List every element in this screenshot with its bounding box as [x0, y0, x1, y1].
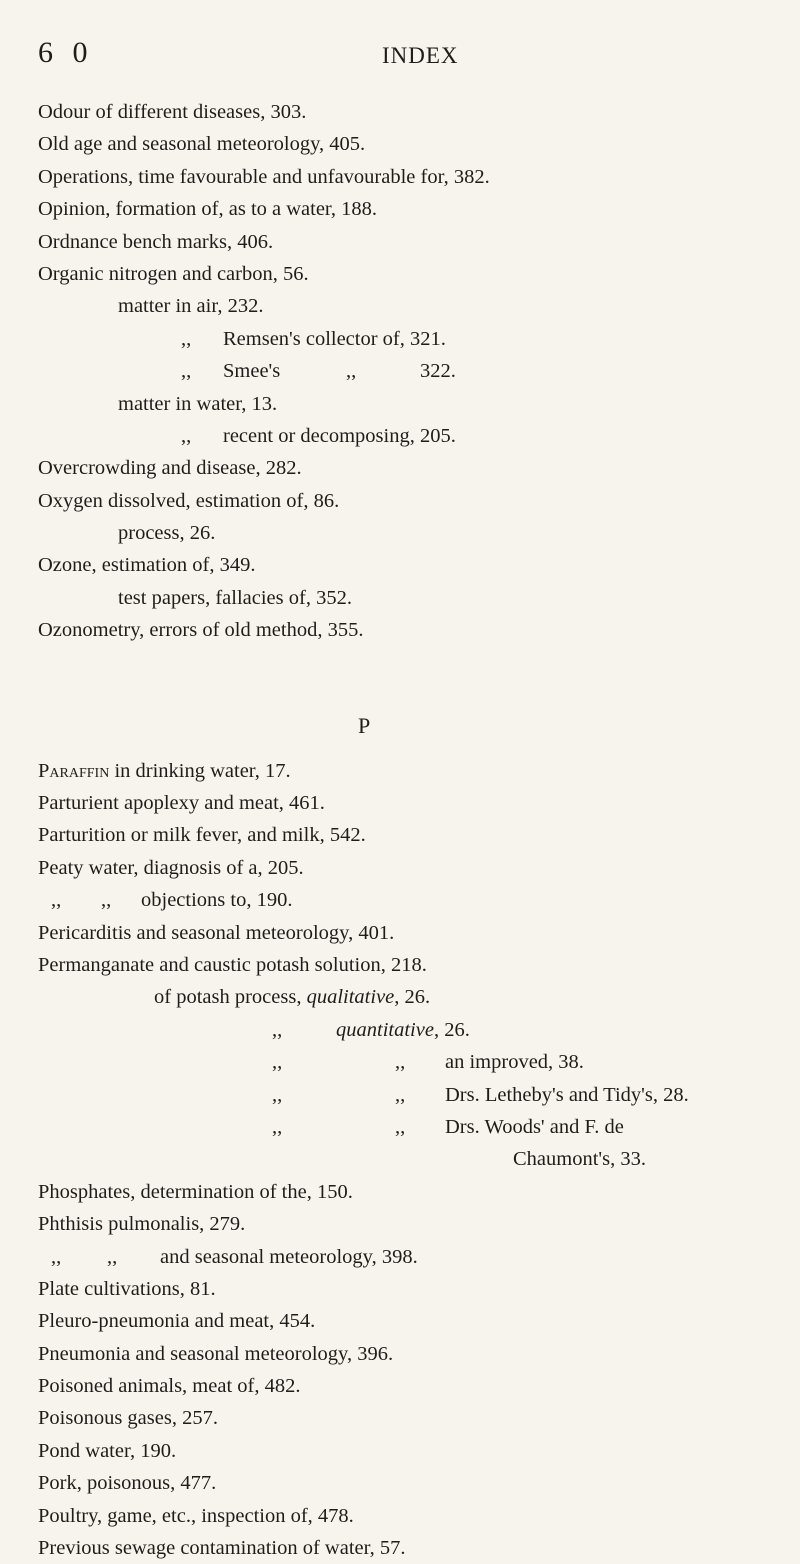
entry-text: Poisonous gases, 257.	[38, 1407, 218, 1430]
index-entry	[38, 1467, 798, 1499]
index-entry	[38, 819, 798, 851]
entry-text: Organic nitrogen and carbon, 56.	[38, 262, 309, 285]
entry-text: Plate cultivations, 81.	[38, 1277, 216, 1300]
entry-text: Ozonometry, errors of old method, 355.	[38, 619, 364, 642]
entry-text: 322.	[420, 360, 456, 383]
running-title: INDEX	[382, 43, 459, 68]
entry-text: Overcrowding and disease, 282.	[38, 457, 302, 480]
index-subentry	[38, 582, 798, 614]
index-subentry	[38, 290, 798, 322]
index-entry	[38, 485, 798, 517]
entry-text: Previous sewage contamination of water, 57.	[38, 1537, 406, 1560]
entry-text: Opinion, formation of, as to a water, 188.	[38, 198, 378, 221]
index-entry	[38, 1435, 798, 1467]
entry-text: Peaty water, diagnosis of a, 205.	[38, 856, 304, 879]
entry-text: an improved, 38.	[445, 1051, 584, 1074]
entry-text: process, 26.	[118, 522, 216, 545]
entry-text: Odour of different diseases, 303.	[38, 101, 307, 123]
index-entry	[38, 614, 798, 646]
index-entry	[38, 787, 798, 819]
ditto-mark: ,,	[395, 1051, 406, 1074]
entry-text: Phthisis pulmonalis, 279.	[38, 1213, 246, 1236]
index-entry	[38, 1532, 798, 1564]
entry-text: Poisoned animals, meat of, 482.	[38, 1375, 301, 1398]
ditto-mark: ,,	[181, 360, 192, 383]
entry-text: Pneumonia and seasonal meteorology, 396.	[38, 1342, 394, 1365]
index-subentry	[38, 323, 798, 355]
index-entry	[38, 96, 798, 128]
ditto-mark: ,,	[101, 889, 112, 912]
index-entry	[38, 549, 798, 581]
entry-text: Pleuro-pneumonia and meat, 454.	[38, 1310, 316, 1333]
entry-text: and seasonal meteorology, 398.	[160, 1245, 418, 1268]
entry-text: Parturient apoplexy and meat, 461.	[38, 792, 325, 815]
entry-text: test papers, fallacies of, 352.	[118, 586, 352, 609]
ditto-mark: ,,	[272, 1083, 283, 1106]
entry-text: Phosphates, determination of the, 150.	[38, 1180, 353, 1203]
index-subentry	[38, 1143, 798, 1175]
ditto-mark: ,,	[272, 1018, 283, 1041]
entry-text: of potash process,	[154, 986, 307, 1009]
index-entry	[38, 917, 798, 949]
entry-text: Ozone, estimation of, 349.	[38, 554, 256, 577]
entry-text: Drs. Letheby's and Tidy's, 28.	[445, 1083, 689, 1106]
ditto-mark: ,,	[395, 1115, 406, 1138]
entry-text: Parturition or milk fever, and milk, 542.	[38, 824, 366, 847]
entry-text: Ordnance bench marks, 406.	[38, 230, 274, 253]
index-entry	[38, 452, 798, 484]
index-entry	[38, 755, 798, 787]
section-letter: P	[358, 712, 371, 738]
index-subentry	[38, 420, 798, 452]
index-subentry	[38, 388, 798, 420]
index-entry	[38, 161, 798, 193]
entry-text: in drinking water, 17.	[109, 759, 291, 782]
entry-text: Pork, poisonous, 477.	[38, 1472, 217, 1495]
ditto-mark: ,,	[272, 1051, 283, 1074]
entry-text: Chaumont's, 33.	[513, 1148, 646, 1171]
index-subentry	[38, 517, 798, 549]
ditto-mark: ,,	[181, 327, 192, 350]
section-heading	[38, 677, 798, 755]
entry-text: Permanganate and caustic potash solution, 218.	[38, 953, 427, 976]
ditto-mark: ,,	[51, 1245, 62, 1268]
entry-text: , 26.	[394, 986, 431, 1009]
index-entry	[38, 1338, 798, 1370]
entry-italic: quantitative	[336, 1018, 434, 1041]
ditto-mark: ,,	[272, 1115, 283, 1138]
paraffin-heading: Paraffin	[38, 759, 110, 782]
ditto-mark: ,,	[395, 1083, 406, 1106]
ditto-mark: ,,	[346, 360, 357, 383]
index-subentry	[38, 1014, 798, 1046]
index-subentry	[38, 1079, 798, 1111]
entry-text: , 26.	[433, 1018, 470, 1041]
entry-text: matter in air, 232.	[118, 295, 264, 318]
index-entries	[38, 96, 798, 1564]
index-subentry	[38, 1241, 798, 1273]
entry-text: recent or decomposing, 205.	[223, 424, 456, 447]
ditto-mark: ,,	[107, 1245, 118, 1268]
ditto-mark: ,,	[51, 889, 62, 912]
ditto-mark: ,,	[181, 424, 192, 447]
entry-text: Oxygen dissolved, estimation of, 86.	[38, 489, 340, 512]
index-entry	[38, 1305, 798, 1337]
page-header	[38, 36, 800, 76]
index-subentry	[38, 884, 798, 916]
entry-text: objections to, 190.	[141, 889, 293, 912]
entry-text: Smee's	[223, 360, 281, 383]
index-entry	[38, 1273, 798, 1305]
entry-text: Poultry, game, etc., inspection of, 478.	[38, 1504, 354, 1527]
entry-text: Drs. Woods' and F. de	[445, 1115, 624, 1138]
entry-italic: qualitative	[306, 986, 395, 1009]
index-subentry	[38, 355, 798, 387]
entry-text: Pericarditis and seasonal meteorology, 401.	[38, 921, 395, 944]
entry-text: matter in water, 13.	[118, 392, 278, 415]
entry-text: Remsen's collector of, 321.	[223, 327, 446, 350]
index-entry	[38, 852, 798, 884]
entry-text: Old age and seasonal meteorology, 405.	[38, 133, 366, 156]
index-subentry	[38, 1111, 798, 1143]
index-entry	[38, 1402, 798, 1434]
entry-text-composite	[336, 1014, 470, 1046]
index-entry	[38, 949, 798, 981]
index-entry	[38, 258, 798, 290]
index-entry	[38, 226, 798, 258]
index-entry	[38, 1208, 798, 1240]
entry-text-composite	[38, 755, 291, 787]
index-entry	[38, 1500, 798, 1532]
index-subentry	[38, 1046, 798, 1078]
entry-text-composite	[154, 981, 430, 1013]
entry-text: Operations, time favourable and unfavourable for, 382.	[38, 165, 490, 188]
index-subentry	[38, 981, 798, 1013]
entry-text: Pond water, 190.	[38, 1439, 177, 1462]
page-number: 6 0	[38, 36, 94, 69]
index-entry	[38, 1176, 798, 1208]
index-entry	[38, 193, 798, 225]
index-entry	[38, 128, 798, 160]
index-entry	[38, 1370, 798, 1402]
